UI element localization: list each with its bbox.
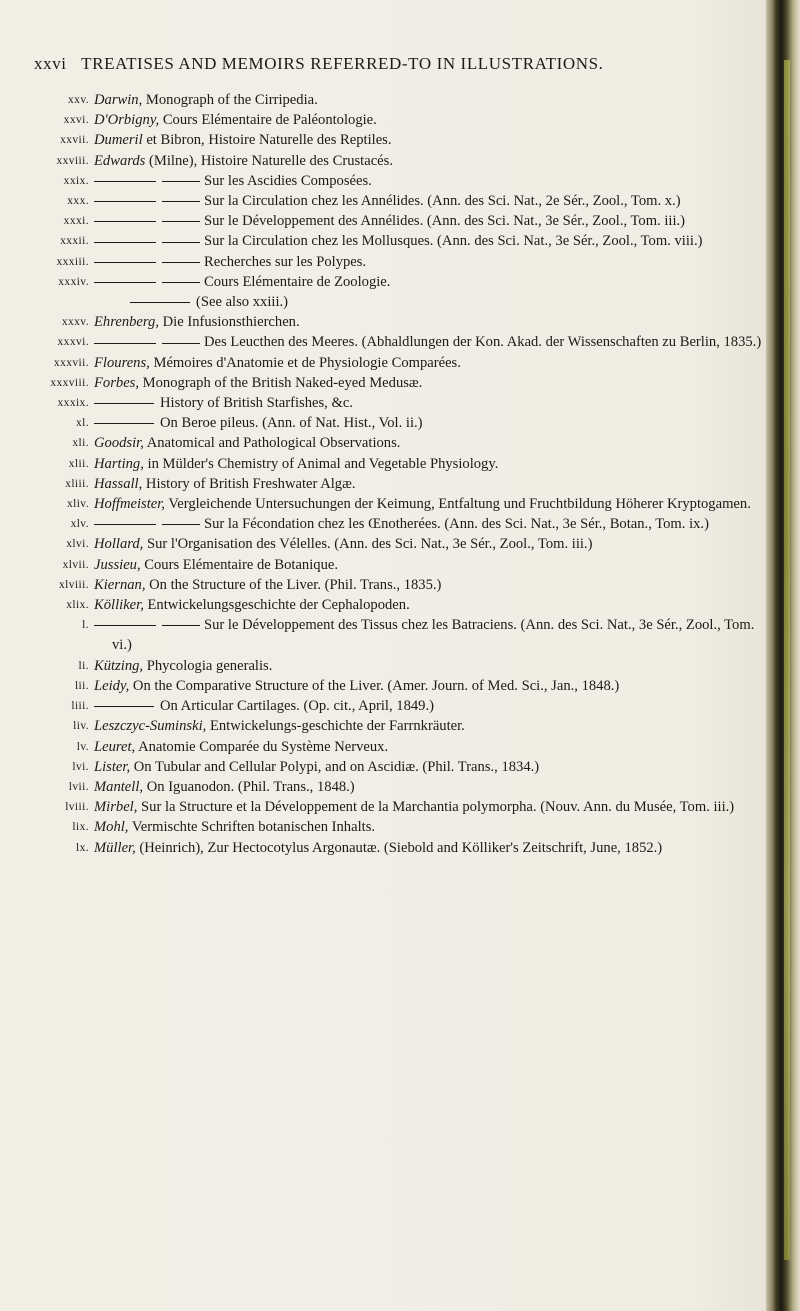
entry-text xyxy=(94,171,769,191)
entry-title: Vermischte Schriften botanischen Inhalts. xyxy=(131,819,376,836)
entry-text xyxy=(94,252,769,272)
reference-entry xyxy=(34,292,769,312)
ditto-dash xyxy=(94,403,154,404)
entry-author: Ehrenberg, xyxy=(94,314,159,331)
reference-entry xyxy=(34,272,769,292)
ditto-dash xyxy=(162,282,200,283)
entry-number: xxix. xyxy=(63,174,89,187)
entry-number: xlvi. xyxy=(66,538,89,551)
entry-title: Entwickelungs-geschichte der Farrnkräuter. xyxy=(209,718,465,735)
reference-entry xyxy=(34,737,769,757)
entry-author: Leszczyc-Suminski, xyxy=(94,718,207,735)
entry-text xyxy=(94,433,769,453)
entry-title: Sur le Développement des Annélides. (Ann. des Sci. Nat., 3e Sér., Zool., Tom. iii.) xyxy=(204,213,686,230)
entry-text xyxy=(94,211,769,231)
entry-number: xxxvi. xyxy=(57,336,89,349)
ditto-dash xyxy=(94,262,156,263)
ditto-dash xyxy=(162,343,200,344)
entry-text xyxy=(94,615,769,655)
reference-entry xyxy=(34,393,769,413)
entry-author: Forbes, xyxy=(94,374,139,391)
reference-entry xyxy=(34,676,769,696)
entry-author: Kiernan, xyxy=(94,576,146,593)
entry-text xyxy=(94,817,769,837)
book-spine-edge xyxy=(766,0,800,1311)
entry-author: Mohl, xyxy=(94,819,129,836)
entry-text xyxy=(94,777,769,797)
reference-entry xyxy=(34,413,769,433)
entry-author: Darwin, xyxy=(94,92,143,108)
entry-text xyxy=(94,555,769,575)
entry-title: Vergleichende Untersuchungen der Keimung, Entfaltung und Fruchtbildung Höherer Kryptogamen. xyxy=(168,496,751,513)
entry-text xyxy=(94,716,769,736)
reference-entry xyxy=(34,575,769,595)
page-header xyxy=(34,54,734,74)
entry-title: On the Comparative Structure of the Liver. (Amer. Journ. of Med. Sci., Jan., 1848.) xyxy=(132,677,620,694)
reference-entry xyxy=(34,130,769,150)
entry-title: in Mülder's Chemistry of Animal and Vegetable Physiology. xyxy=(147,455,499,472)
entry-number: xliii. xyxy=(65,477,89,490)
ditto-dash xyxy=(94,221,156,222)
ditto-dash xyxy=(162,625,200,626)
entry-text xyxy=(94,696,769,716)
ditto-dash xyxy=(94,423,154,424)
reference-entry xyxy=(34,353,769,373)
entry-title: History of British Starfishes, &c. xyxy=(160,395,353,412)
entry-text xyxy=(94,797,769,817)
entry-number: lviii. xyxy=(65,801,89,814)
entry-title: Sur les Ascidies Composées. xyxy=(204,172,372,189)
entry-title: et Bibron, Histoire Naturelle des Reptiles. xyxy=(146,132,392,149)
ditto-dash xyxy=(162,242,200,243)
reference-entry xyxy=(34,252,769,272)
entry-text xyxy=(94,312,769,332)
entry-title: On Tubular and Cellular Polypi, and on Ascidiæ. (Phil. Trans., 1834.) xyxy=(133,758,540,775)
entry-author: Mantell, xyxy=(94,778,144,795)
reference-entry xyxy=(34,474,769,494)
reference-entry xyxy=(34,514,769,534)
reference-entry xyxy=(34,211,769,231)
page-number: xxvi xyxy=(34,54,67,73)
ditto-dash xyxy=(94,282,156,283)
reference-entry xyxy=(34,494,769,514)
entry-number: xxviii. xyxy=(56,154,89,167)
entry-title: Sur l'Organisation des Vélelles. (Ann. des Sci. Nat., 3e Sér., Zool., Tom. iii.) xyxy=(146,536,593,553)
entry-text xyxy=(94,191,769,211)
entry-text xyxy=(94,737,769,757)
entry-number: xlv. xyxy=(70,518,89,531)
entry-author: Goodsir, xyxy=(94,435,144,452)
entry-text xyxy=(94,575,769,595)
entry-title: Sur la Circulation chez les Mollusques. (Ann. des Sci. Nat., 3e Sér., Zool., Tom. viii.) xyxy=(204,233,703,250)
entry-title: On Beroe pileus. (Ann. of Nat. Hist., Vol. ii.) xyxy=(160,415,423,432)
ditto-dash xyxy=(130,302,190,303)
entry-number: xlvii. xyxy=(62,558,89,571)
entry-title: History of British Freshwater Algæ. xyxy=(145,475,356,492)
entry-title: (See also xxiii.) xyxy=(196,294,289,311)
entry-title: Des Leucthen des Meeres. (Abhaldlungen der Kon. Akad. der Wissenschaften zu Berlin, 1835.) xyxy=(204,334,762,351)
entry-text xyxy=(94,413,769,433)
entry-title: Cours Elémentaire de Zoologie. xyxy=(204,273,391,290)
entry-text xyxy=(94,514,769,534)
entry-number: xlii. xyxy=(68,457,89,470)
entry-number: li. xyxy=(78,659,89,672)
reference-entry xyxy=(34,433,769,453)
entry-text xyxy=(94,353,769,373)
entry-title: On Articular Cartilages. (Op. cit., April, 1849.) xyxy=(160,698,434,715)
entry-text xyxy=(94,130,769,150)
entry-author: Kölliker, xyxy=(94,597,144,614)
ditto-dash xyxy=(94,343,156,344)
entry-author: Harting, xyxy=(94,455,144,472)
entry-author: Leidy, xyxy=(94,677,130,694)
entry-title: Monograph of the Cirripedia. xyxy=(145,92,318,108)
entry-number: l. xyxy=(82,619,89,632)
entry-number: xxxvii. xyxy=(53,356,89,369)
entry-number xyxy=(34,292,94,312)
entry-number: lv. xyxy=(76,740,89,753)
entry-title: Sur la Circulation chez les Annélides. (Ann. des Sci. Nat., 2e Sér., Zool., Tom. x.) xyxy=(204,193,681,210)
entry-title: Recherches sur les Polypes. xyxy=(204,253,367,270)
entry-text xyxy=(94,332,769,352)
entry-number: lx. xyxy=(75,841,89,854)
entry-title: Die Infusionsthierchen. xyxy=(162,314,300,331)
entry-text xyxy=(94,474,769,494)
entry-number: xxvi. xyxy=(63,114,89,127)
entry-number: lii. xyxy=(74,679,89,692)
reference-entry xyxy=(34,595,769,615)
entry-author: Lister, xyxy=(94,758,131,775)
entry-title: Phycologia generalis. xyxy=(146,657,273,674)
entry-title: (Heinrich), Zur Hectocotylus Argonautæ. (Siebold and Kölliker's Zeitschrift, June, 1852.) xyxy=(139,839,663,856)
reference-entry xyxy=(34,716,769,736)
reference-entry xyxy=(34,555,769,575)
ditto-dash xyxy=(94,242,156,243)
entry-title: Anatomie Comparée du Système Nerveux. xyxy=(138,738,389,755)
entry-author: Jussieu, xyxy=(94,556,141,573)
entry-number: xxxi. xyxy=(63,215,89,228)
ditto-dash xyxy=(94,181,156,182)
ditto-dash xyxy=(94,524,156,525)
reference-entry xyxy=(34,191,769,211)
entry-number: xliv. xyxy=(66,498,89,511)
entry-author: Hollard, xyxy=(94,536,144,553)
reference-entry xyxy=(34,656,769,676)
entry-text xyxy=(94,454,769,474)
reference-entry xyxy=(34,696,769,716)
reference-list xyxy=(34,90,769,858)
entry-number: xxxiv. xyxy=(58,275,89,288)
reference-entry xyxy=(34,110,769,130)
running-title: TREATISES AND MEMOIRS REFERRED-TO IN ILLUSTRATIONS. xyxy=(81,54,604,73)
entry-number: xl. xyxy=(75,417,89,430)
entry-text xyxy=(94,757,769,777)
entry-number: xxv. xyxy=(68,94,89,106)
entry-title: (Milne), Histoire Naturelle des Crustacés. xyxy=(149,152,393,169)
entry-number: xxxiii. xyxy=(56,255,89,268)
entry-text xyxy=(94,292,769,312)
ditto-dash xyxy=(162,181,200,182)
entry-author: Hoffmeister, xyxy=(94,496,165,513)
entry-text xyxy=(94,231,769,251)
entry-number: liii. xyxy=(71,700,89,713)
entry-author: D'Orbigny, xyxy=(94,112,160,129)
entry-text xyxy=(94,90,769,110)
entry-title: Anatomical and Pathological Observations. xyxy=(146,435,401,452)
reference-entry xyxy=(34,797,769,817)
reference-entry xyxy=(34,373,769,393)
entry-text xyxy=(94,534,769,554)
ditto-dash xyxy=(162,262,200,263)
entry-number: xxvii. xyxy=(60,134,89,147)
reference-entry xyxy=(34,817,769,837)
entry-text xyxy=(94,595,769,615)
entry-title: Entwickelungsgeschichte der Cephalopoden. xyxy=(147,597,410,614)
entry-title: On Iguanodon. (Phil. Trans., 1848.) xyxy=(146,778,355,795)
entry-author: Leuret, xyxy=(94,738,136,755)
reference-entry xyxy=(34,777,769,797)
reference-entry xyxy=(34,454,769,474)
entry-number: xxx. xyxy=(67,195,89,208)
entry-title: On the Structure of the Liver. (Phil. Trans., 1835.) xyxy=(149,576,442,593)
entry-number: xxxviii. xyxy=(50,376,89,389)
reference-entry xyxy=(34,838,769,858)
entry-number: xlviii. xyxy=(59,578,89,591)
entry-text xyxy=(94,373,769,393)
entry-text xyxy=(94,838,769,858)
entry-title: Sur le Développement des Tissus chez les Batraciens. (Ann. des Sci. Nat., 3e Sér., Zool., Tom. vi.) xyxy=(112,617,755,654)
entry-number: lix. xyxy=(72,821,89,834)
entry-title: Mémoires d'Anatomie et de Physiologie Comparées. xyxy=(153,354,461,371)
entry-number: xli. xyxy=(72,437,89,450)
entry-text xyxy=(94,494,769,514)
entry-author: Kützing, xyxy=(94,657,144,674)
reference-entry xyxy=(34,332,769,352)
entry-number: lvii. xyxy=(68,780,89,793)
reference-entry xyxy=(34,90,769,110)
entry-title: Sur la Structure et la Développement de la Marchantia polymorpha. (Nouv. Ann. du Musée, Tom. iii.) xyxy=(141,799,735,816)
reference-entry xyxy=(34,615,769,655)
entry-text xyxy=(94,110,769,130)
entry-text xyxy=(94,151,769,171)
entry-text xyxy=(94,272,769,292)
entry-author: Edwards xyxy=(94,152,146,169)
ditto-dash xyxy=(94,201,156,202)
entry-title: Sur la Fécondation chez les Œnotherées. (Ann. des Sci. Nat., 3e Sér., Botan., Tom. ix.) xyxy=(204,516,709,533)
entry-number: xlix. xyxy=(66,599,89,612)
spine-highlight xyxy=(784,60,790,1260)
ditto-dash xyxy=(162,524,200,525)
ditto-dash xyxy=(94,706,154,707)
ditto-dash xyxy=(162,221,200,222)
entry-text xyxy=(94,676,769,696)
reference-entry xyxy=(34,534,769,554)
entry-text xyxy=(94,656,769,676)
entry-number: xxxix. xyxy=(57,397,89,410)
entry-title: Cours Elémentaire de Botanique. xyxy=(144,556,338,573)
ditto-dash xyxy=(94,625,156,626)
entry-author: Dumeril xyxy=(94,132,143,149)
entry-number: xxxii. xyxy=(60,235,89,248)
reference-entry xyxy=(34,151,769,171)
entry-number: xxxv. xyxy=(61,316,89,329)
entry-title: Cours Elémentaire de Paléontologie. xyxy=(162,112,377,129)
reference-entry xyxy=(34,757,769,777)
entry-author: Flourens, xyxy=(94,354,150,371)
entry-text xyxy=(94,393,769,413)
entry-author: Hassall, xyxy=(94,475,143,492)
entry-author: Mirbel, xyxy=(94,799,138,816)
entry-title: Monograph of the British Naked-eyed Medusæ. xyxy=(142,374,423,391)
entry-author: Müller, xyxy=(94,839,136,856)
entry-number: liv. xyxy=(73,720,89,733)
entry-number: lvi. xyxy=(72,760,89,773)
reference-entry xyxy=(34,171,769,191)
ditto-dash xyxy=(162,201,200,202)
reference-entry xyxy=(34,312,769,332)
reference-entry xyxy=(34,231,769,251)
